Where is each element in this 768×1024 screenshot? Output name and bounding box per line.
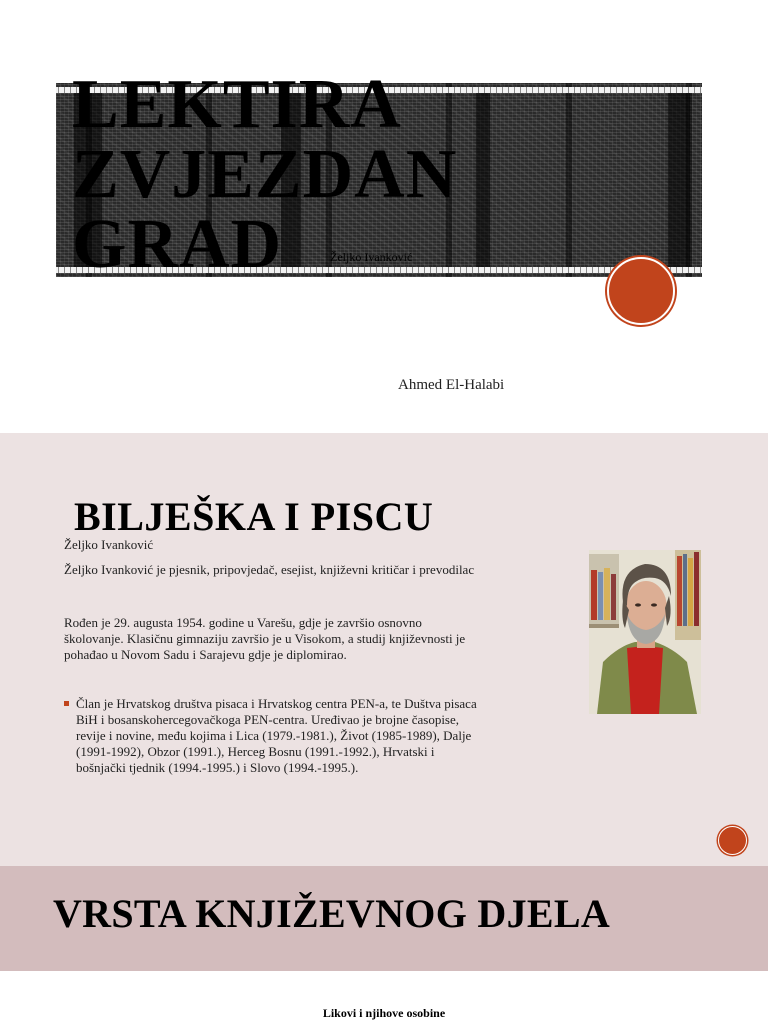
- bullet-line: BiH i bosanskohercegovačkoga PEN-centra. Uređivao je brojne časopise,: [76, 712, 460, 727]
- paragraph-line: Rođen je 29. augusta 1954. godine u Varešu, gdje je završio osnovno: [64, 615, 422, 630]
- section-subheading: Likovi i njihove osobine: [322, 1006, 446, 1020]
- title-line: ZVJEZDAN: [72, 136, 458, 213]
- bullet-line: (1991-1992), Obzor (1991.), Herceg Bosnu (1991.-1992.), Hrvatski i: [76, 744, 435, 759]
- decorative-orange-circle: [718, 826, 747, 855]
- title-slide: [0, 0, 768, 433]
- author-description: Željko Ivanković je pjesnik, pripovjedač, esejist, književni kritičar i prevodilac: [64, 562, 475, 577]
- banner-dark-column: [668, 93, 690, 267]
- slide-heading: VRSTA KNJIŽEVNOG DJELA: [53, 891, 611, 936]
- heading-band: [0, 866, 768, 971]
- bullet-item: [64, 696, 534, 776]
- bullet-list: [64, 696, 534, 776]
- book-author: Željko Ivanković: [330, 250, 413, 264]
- work-type-slide: [0, 866, 768, 1024]
- slide-title: [72, 66, 492, 283]
- author-name: Željko Ivanković: [64, 537, 154, 552]
- title-line: GRAD: [72, 206, 283, 283]
- presenter-name: Ahmed El-Halabi: [398, 377, 505, 393]
- paragraph-line: školovanje. Klasičnu gimnaziju završio je u Visokom, a studij književnosti je: [64, 631, 466, 646]
- slide-heading: BILJEŠKA I PISCU: [74, 494, 434, 539]
- decorative-orange-circle: [607, 257, 675, 325]
- bullet-line: Član je Hrvatskog društva pisaca i Hrvatskog centra PEN-a, te Duštva pisaca: [76, 696, 477, 711]
- author-bio-slide: [0, 433, 768, 866]
- square-bullet-icon: [64, 701, 69, 706]
- author-birth-paragraph: [64, 615, 524, 663]
- title-line: LEKTIRA: [72, 66, 402, 143]
- paragraph-line: pohađao u Novom Sadu i Sarajevu gdje je diplomirao.: [64, 647, 347, 662]
- bullet-line: bošnjački tjednik (1994.-1995.) i Slovo (1994.-1995.).: [76, 760, 359, 775]
- author-portrait-icon: [589, 550, 701, 714]
- author-portrait-photo: [589, 550, 701, 714]
- bullet-line: revije i novine, među kojima i Lica (1979.-1981.), Život (1985-1989), Dalje: [76, 728, 472, 743]
